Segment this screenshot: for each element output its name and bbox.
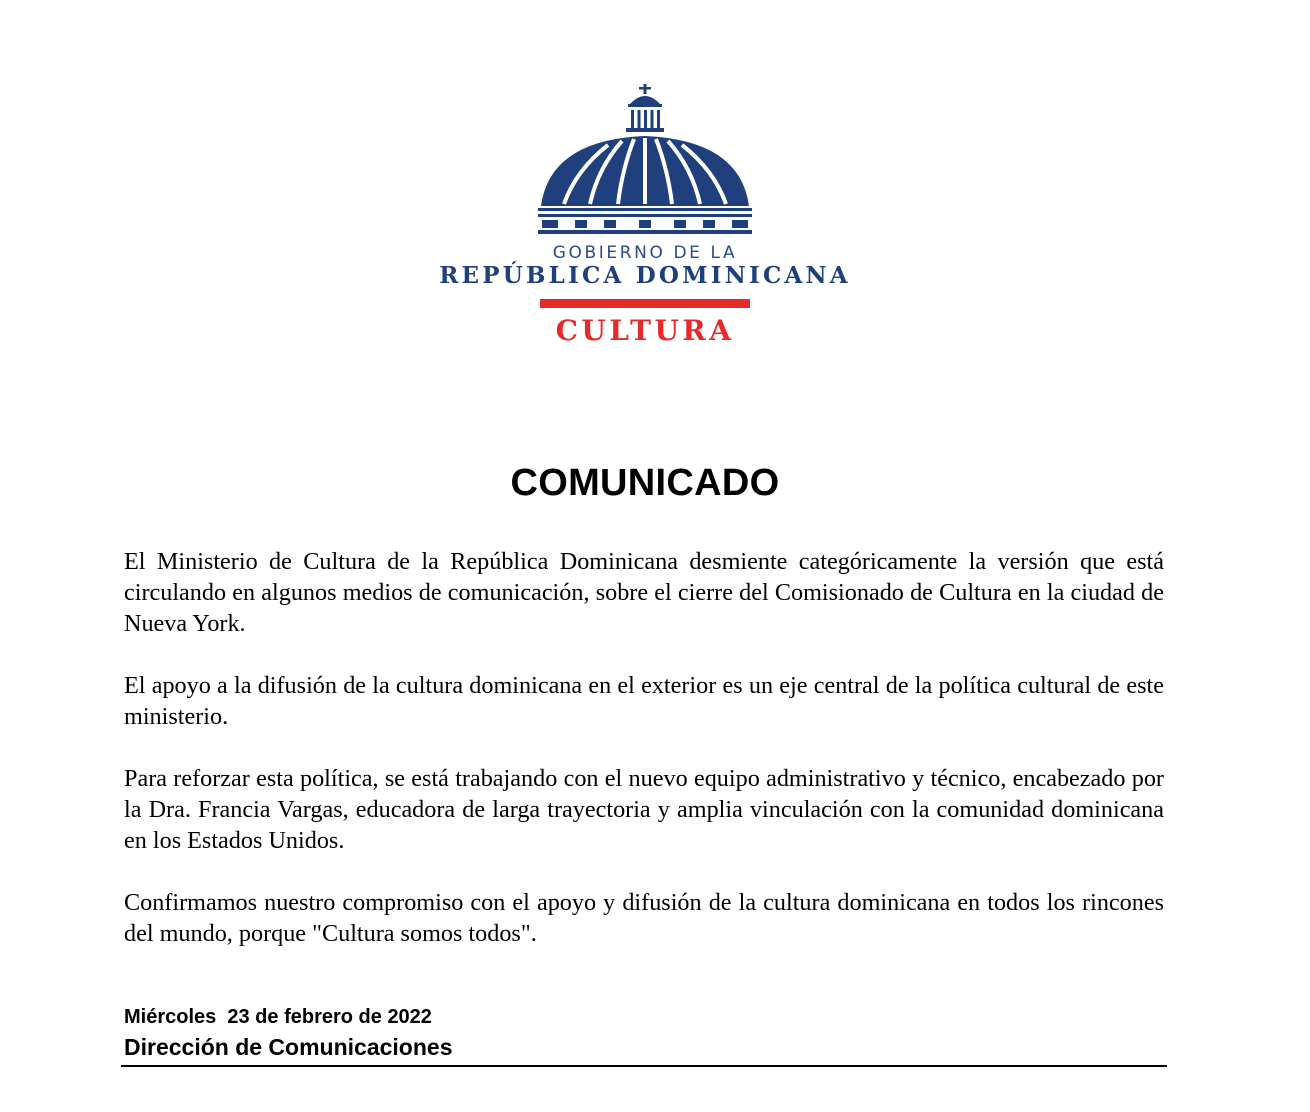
dome-icon bbox=[538, 84, 752, 236]
footer-divider bbox=[121, 1065, 1167, 1067]
logo-divider bbox=[540, 299, 750, 308]
document-title: COMUNICADO bbox=[510, 462, 780, 504]
ministry-logo bbox=[0, 0, 1310, 360]
paragraph-3: Para reforzar esta política, se está trabajando con el nuevo equipo administrativo y técnico, encabezado por la Dra. Francia Vargas, educadora de larga trayectoria y amplia vinculación con la comunidad dominicana en los Estados Unidos. bbox=[124, 765, 1164, 854]
paragraph-4: Confirmamos nuestro compromiso con el apoyo y difusión de la cultura dominicana en todos los rincones del mundo, porque "Cultura somos todos". bbox=[124, 889, 1164, 947]
logo-text-gobierno: GOBIERNO DE LA bbox=[552, 243, 738, 263]
logo-text-republica: REPÚBLICA DOMINICANA bbox=[439, 262, 851, 289]
paragraph-1: El Ministerio de Cultura de la República Dominicana desmiente categóricamente la versión que está circulando en algunos medios de comunicación, sobre el cierre del Comisionado de Cultura en la ciudad de Nueva York. bbox=[124, 548, 1164, 637]
document-body bbox=[124, 546, 1164, 980]
footer-date: Miércoles 23 de febrero de 2022 bbox=[124, 1006, 432, 1028]
logo-text-cultura: CULTURA bbox=[555, 314, 735, 347]
paragraph-2: El apoyo a la difusión de la cultura dominicana en el exterior es un eje central de la política cultural de este ministerio. bbox=[124, 672, 1164, 730]
footer-department: Dirección de Comunicaciones bbox=[124, 1034, 453, 1060]
